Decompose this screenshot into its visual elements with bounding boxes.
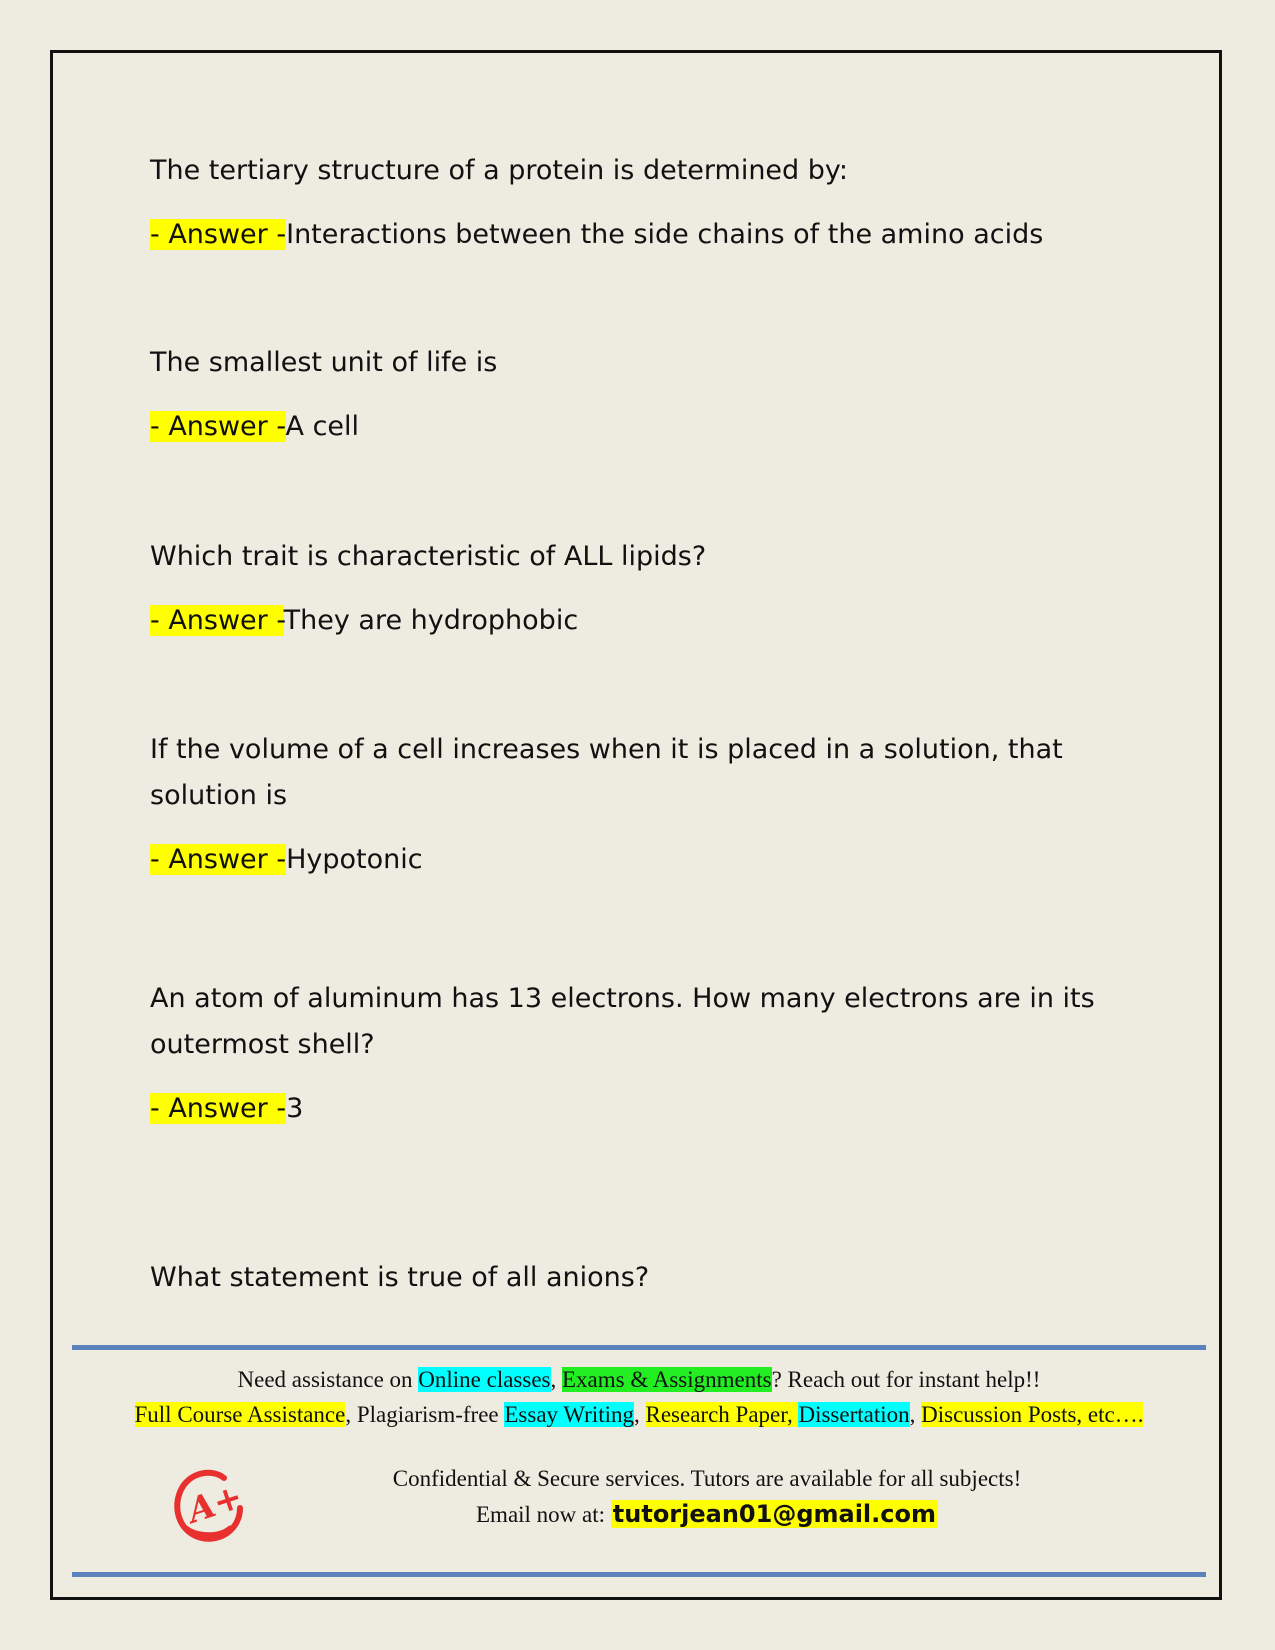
discussion-posts-highlight: Discussion Posts, etc…. bbox=[921, 1402, 1144, 1427]
answer-line bbox=[150, 404, 1110, 450]
answer-text: Interactions between the side chains of the amino acids bbox=[286, 219, 1044, 250]
answer-label: - Answer - bbox=[150, 411, 286, 442]
footer-email-line bbox=[140, 1500, 1274, 1528]
question-text: What statement is true of all anions? bbox=[150, 1262, 650, 1293]
research-paper-highlight: Research Paper, bbox=[645, 1402, 799, 1427]
answer-line bbox=[150, 598, 1110, 644]
footer-rule-top bbox=[72, 1345, 1206, 1350]
answer-text: Hypotonic bbox=[286, 844, 423, 875]
footer-line-3: Confidential & Secure services. Tutors are available for all subjects! bbox=[392, 1466, 1022, 1491]
question-text: The tertiary structure of a protein is determined by: bbox=[150, 155, 849, 186]
qa-item-2 bbox=[150, 340, 1110, 450]
online-classes-highlight: Online classes bbox=[418, 1367, 551, 1392]
qa-item-6 bbox=[150, 1255, 1110, 1301]
footer-rule-bottom bbox=[72, 1572, 1206, 1577]
answer-label: - Answer - bbox=[150, 605, 284, 636]
footer-text: , Plagiarism-free bbox=[345, 1402, 505, 1427]
question-text: An atom of aluminum has 13 electrons. How many electrons are in its outermost shell? bbox=[150, 983, 1095, 1060]
essay-writing-highlight: Essay Writing bbox=[504, 1402, 634, 1427]
question-text: The smallest unit of life is bbox=[150, 347, 498, 378]
dissertation-highlight: Dissertation bbox=[798, 1402, 910, 1427]
answer-line bbox=[150, 212, 1110, 258]
footer-text: ? Reach out for instant help!! bbox=[771, 1367, 1041, 1392]
logo-text: A+ bbox=[183, 1476, 248, 1532]
full-course-highlight: Full Course Assistance bbox=[134, 1402, 346, 1427]
footer-line-1 bbox=[72, 1367, 1206, 1393]
answer-text: A cell bbox=[285, 411, 360, 442]
question-text: If the volume of a cell increases when it is placed in a solution, that solution is bbox=[150, 734, 1063, 811]
answer-label: - Answer - bbox=[150, 844, 287, 875]
answer-text: 3 bbox=[286, 1093, 304, 1124]
qa-item-5 bbox=[150, 976, 1110, 1132]
answer-line bbox=[150, 837, 1110, 883]
footer-text: , bbox=[550, 1367, 562, 1392]
footer-text: , bbox=[909, 1402, 922, 1427]
qa-item-3 bbox=[150, 534, 1110, 644]
email-address[interactable]: tutorjean01@gmail.com bbox=[612, 1500, 936, 1528]
answer-text: They are hydrophobic bbox=[283, 605, 579, 636]
qa-item-1 bbox=[150, 148, 1110, 258]
answer-label: - Answer - bbox=[150, 219, 287, 250]
footer-text: Need assistance on bbox=[237, 1367, 419, 1392]
footer-text: , bbox=[634, 1402, 646, 1427]
qa-item-4 bbox=[150, 727, 1110, 883]
answer-line bbox=[150, 1086, 1110, 1132]
exams-assignments-highlight: Exams & Assignments bbox=[562, 1367, 772, 1392]
footer-line-2 bbox=[72, 1402, 1206, 1428]
email-label: Email now at: bbox=[476, 1502, 611, 1527]
answer-label: - Answer - bbox=[150, 1093, 287, 1124]
question-text: Which trait is characteristic of ALL lipids? bbox=[150, 541, 707, 572]
